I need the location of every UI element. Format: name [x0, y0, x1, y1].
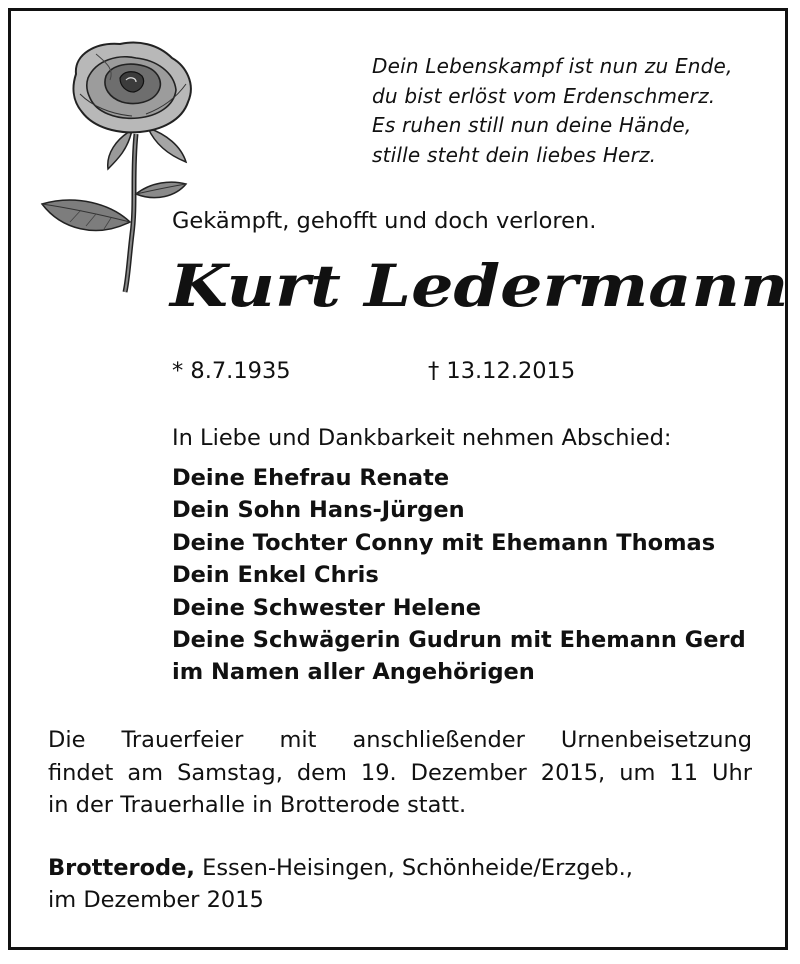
- place-others: Essen-Heisingen, Schönheide/Erzgeb.,: [194, 855, 633, 881]
- mourner-item: Dein Enkel Chris: [172, 562, 379, 589]
- birth-date: * 8.7.1935: [172, 358, 291, 384]
- place-city: Brotterode,: [48, 855, 195, 881]
- poem-line: Es ruhen still nun deine Hände,: [372, 113, 692, 137]
- mourner-item: Deine Ehefrau Renate: [172, 465, 450, 491]
- service-line: Die Trauerfeier mit anschließender Urnenbeisetzung: [48, 727, 752, 753]
- service-line: findet am Samstag, dem 19. Dezember 2015, um 11 Uhr: [48, 759, 752, 786]
- death-date: † 13.12.2015: [428, 358, 576, 384]
- mourners-intro: In Liebe und Dankbarkeit nehmen Abschied:: [172, 425, 672, 451]
- motto: Gekämpft, gehofft und doch verloren.: [172, 208, 597, 234]
- mourners-list: [172, 462, 746, 689]
- service-info: [48, 724, 752, 822]
- place-line: [48, 852, 633, 884]
- mourner-item: Deine Schwägerin Gudrun mit Ehemann Gerd: [172, 627, 746, 654]
- mourner-item: Deine Schwester Helene: [172, 594, 482, 621]
- place-date: im Dezember 2015: [48, 887, 264, 913]
- mourner-item: Deine Tochter Conny mit Ehemann Thomas: [172, 529, 716, 556]
- poem-line: Dein Lebenskampf ist nun zu Ende,: [372, 54, 733, 78]
- poem-line: du bist erlöst vom Erdenschmerz.: [372, 83, 716, 108]
- mourner-item: im Namen aller Angehörigen: [172, 659, 535, 686]
- place-and-date: [48, 852, 633, 916]
- poem-line: stille steht dein liebes Herz.: [372, 142, 657, 167]
- mourner-item: Dein Sohn Hans-Jürgen: [172, 497, 465, 524]
- poem: [372, 52, 733, 170]
- deceased-name: Kurt Ledermann: [170, 252, 789, 320]
- service-line: in der Trauerhalle in Brotterode statt.: [48, 792, 467, 818]
